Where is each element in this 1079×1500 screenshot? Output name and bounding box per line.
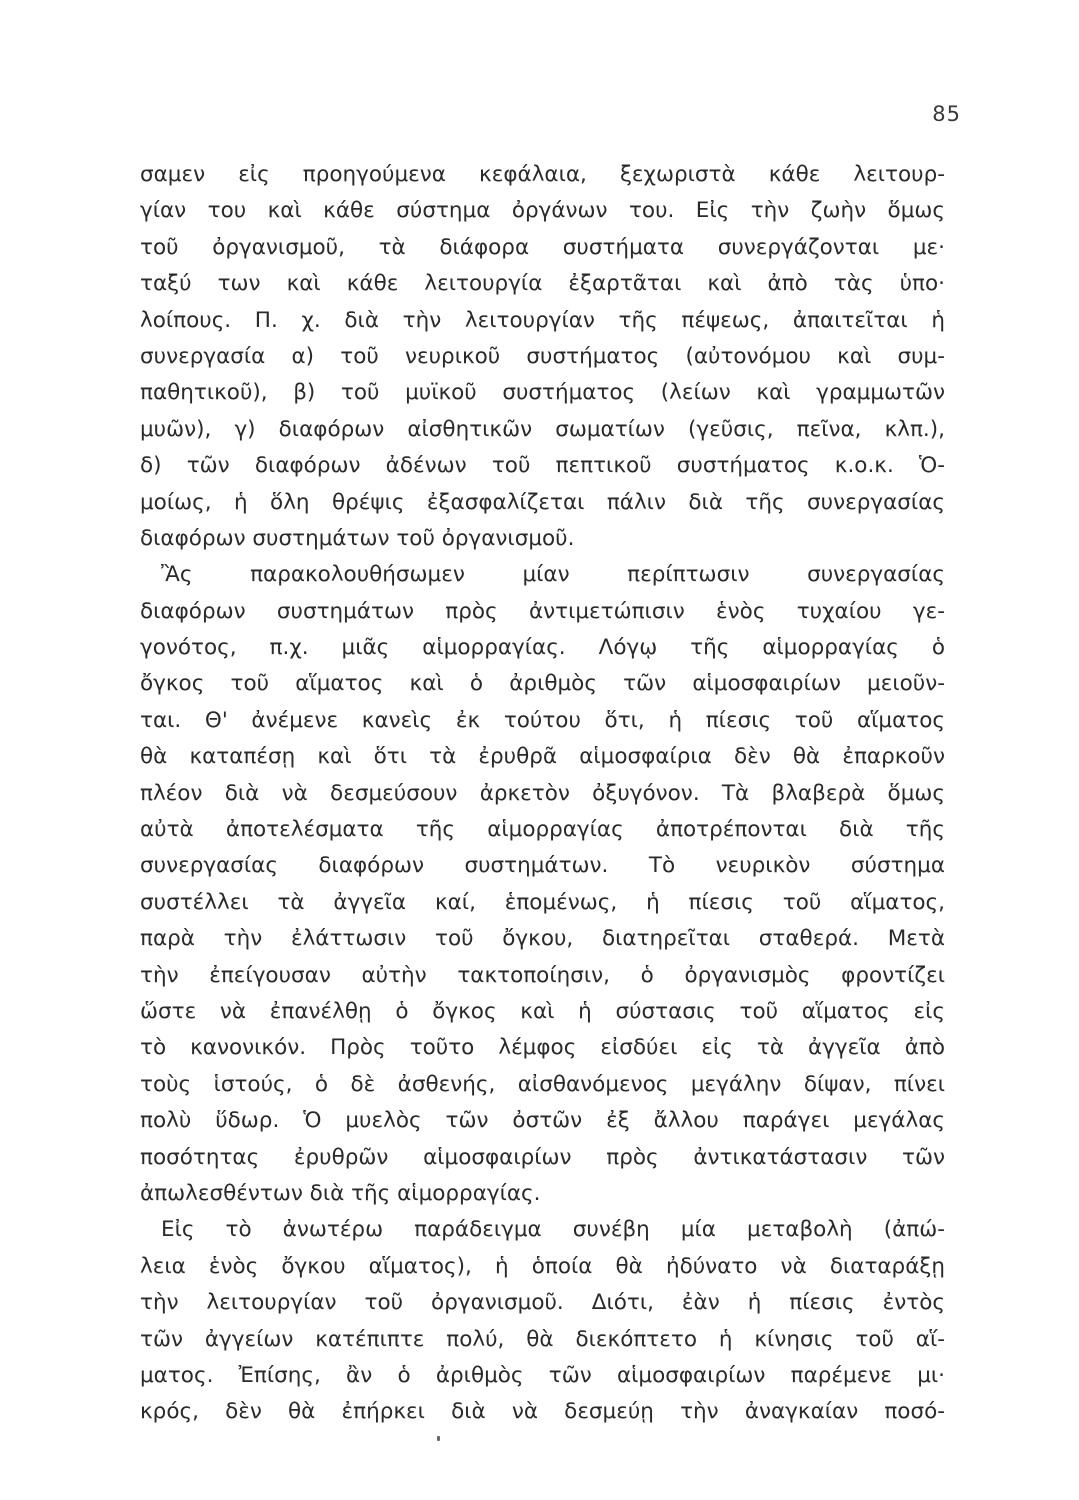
- text-line: πολὺ ὕδωρ. Ὁ μυελὸς τῶν ὀστῶν ἐξ ἄλλου παράγει μεγάλας: [140, 1108, 945, 1134]
- text-line: συνεργασίας διαφόρων συστημάτων. Τὸ νευρικὸν σύστημα: [140, 853, 945, 879]
- text-line: ὄγκος τοῦ αἵματος καὶ ὁ ἀριθμὸς τῶν αἱμοσφαιρίων μειοῦν-: [140, 671, 945, 697]
- text-line: τοὺς ἱστούς, ὁ δὲ ἀσθενής, αἰσθανόμενος μεγάλην δίψαν, πίνει: [140, 1071, 945, 1097]
- text-line: λεια ἑνὸς ὄγκου αἵματος), ἡ ὁποία θὰ ἠδύνατο νὰ διαταράξῃ: [140, 1253, 945, 1279]
- ink-speck: [437, 1436, 440, 1441]
- text-line: τὸ κανονικόν. Πρὸς τοῦτο λέμφος εἰσδύει εἰς τὰ ἀγγεῖα ἀπὸ: [140, 1035, 945, 1061]
- text-line: σαμεν εἰς προηγούμενα κεφάλαια, ξεχωριστὰ κάθε λειτουρ-: [140, 162, 945, 187]
- text-line: παθητικοῦ), β) τοῦ μυϊκοῦ συστήματος (λείων καὶ γραμμωτῶν: [140, 380, 945, 406]
- text-line: δ) τῶν διαφόρων ἀδένων τοῦ πεπτικοῦ συστήματος κ.ο.κ. Ὁ-: [140, 453, 945, 479]
- paragraph-start-line: Εἰς τὸ ἀνωτέρω παράδειγμα συνέβη μία μεταβολὴ (ἀπώ-: [161, 1217, 945, 1243]
- text-line: κρός, δὲν θὰ ἐπήρκει διὰ νὰ δεσμεύῃ τὴν ἀναγκαίαν ποσό-: [140, 1399, 945, 1425]
- text-line: λοίπους. Π. χ. διὰ τὴν λειτουργίαν τῆς πέψεως, ἀπαιτεῖται ἡ: [140, 307, 945, 333]
- text-line: τὴν ἐπείγουσαν αὐτὴν τακτοποίησιν, ὁ ὀργανισμὸς φροντίζει: [140, 962, 945, 988]
- text-line: μοίως, ἡ ὅλη θρέψις ἐξασφαλίζεται πάλιν διὰ τῆς συνεργασίας: [140, 489, 945, 515]
- text-line: συνεργασία α) τοῦ νευρικοῦ συστήματος (αὐτονόμου καὶ συμ-: [140, 343, 945, 369]
- text-line: ματος. Ἐπίσης, ἂν ὁ ἀριθμὸς τῶν αἱμοσφαιρίων παρέμενε μι·: [140, 1362, 945, 1388]
- text-line: ταξύ των καὶ κάθε λειτουργία ἐξαρτᾶται καὶ ἀπὸ τὰς ὑπο·: [140, 271, 945, 297]
- text-line: γίαν του καὶ κάθε σύστημα ὀργάνων του. Εἰς τὴν ζωὴν ὅμως: [140, 198, 945, 224]
- text-line: γονότος, π.χ. μιᾶς αἱμορραγίας. Λόγῳ τῆς αἱμορραγίας ὁ: [140, 635, 945, 661]
- text-line: αὐτὰ ἀποτελέσματα τῆς αἱμορραγίας ἀποτρέπονται διὰ τῆς: [140, 817, 945, 843]
- text-line: θὰ καταπέσῃ καὶ ὅτι τὰ ἐρυθρᾶ αἱμοσφαίρια δὲν θὰ ἐπαρκοῦν: [140, 744, 945, 770]
- text-line: διαφόρων συστημάτων τοῦ ὀργανισμοῦ.: [140, 525, 575, 551]
- text-line: μυῶν), γ) διαφόρων αἰσθητικῶν σωματίων (γεῦσις, πεῖνα, κλπ.),: [140, 416, 945, 442]
- text-line: ται. Θ' ἀνέμενε κανεὶς ἐκ τούτου ὅτι, ἡ πίεσις τοῦ αἵματος: [140, 707, 945, 733]
- text-line: τῶν ἀγγείων κατέπιπτε πολύ, θὰ διεκόπτετο ἡ κίνησις τοῦ αἵ-: [140, 1326, 945, 1352]
- text-line: πλέον διὰ νὰ δεσμεύσουν ἀρκετὸν ὀξυγόνον. Τὰ βλαβερὰ ὅμως: [140, 780, 945, 806]
- text-line: ποσότητας ἐρυθρῶν αἱμοσφαιρίων πρὸς ἀντικατάστασιν τῶν: [140, 1144, 945, 1170]
- text-line: παρὰ τὴν ἐλάττωσιν τοῦ ὄγκου, διατηρεῖται σταθερά. Μετὰ: [140, 926, 945, 952]
- text-line: τὴν λειτουργίαν τοῦ ὀργανισμοῦ. Διότι, ἐὰν ἡ πίεσις ἐντὸς: [140, 1290, 945, 1316]
- text-line: διαφόρων συστημάτων πρὸς ἀντιμετώπισιν ἑνὸς τυχαίου γε-: [140, 598, 945, 624]
- text-line: ἀπωλεσθέντων διὰ τῆς αἱμορραγίας.: [140, 1180, 541, 1206]
- body-text: [140, 157, 945, 1431]
- paragraph-start-line: Ἂς παρακολουθήσωμεν μίαν περίπτωσιν συνεργασίας: [161, 562, 945, 588]
- text-line: τοῦ ὀργανισμοῦ, τὰ διάφορα συστήματα συνεργάζονται με·: [140, 234, 945, 260]
- text-line: ὥστε νὰ ἐπανέλθῃ ὁ ὄγκος καὶ ἡ σύστασις τοῦ αἵματος εἰς: [140, 998, 945, 1024]
- page-number: 85: [932, 102, 961, 126]
- text-line: συστέλλει τὰ ἀγγεῖα καί, ἑπομένως, ἡ πίεσις τοῦ αἵματος,: [140, 889, 945, 915]
